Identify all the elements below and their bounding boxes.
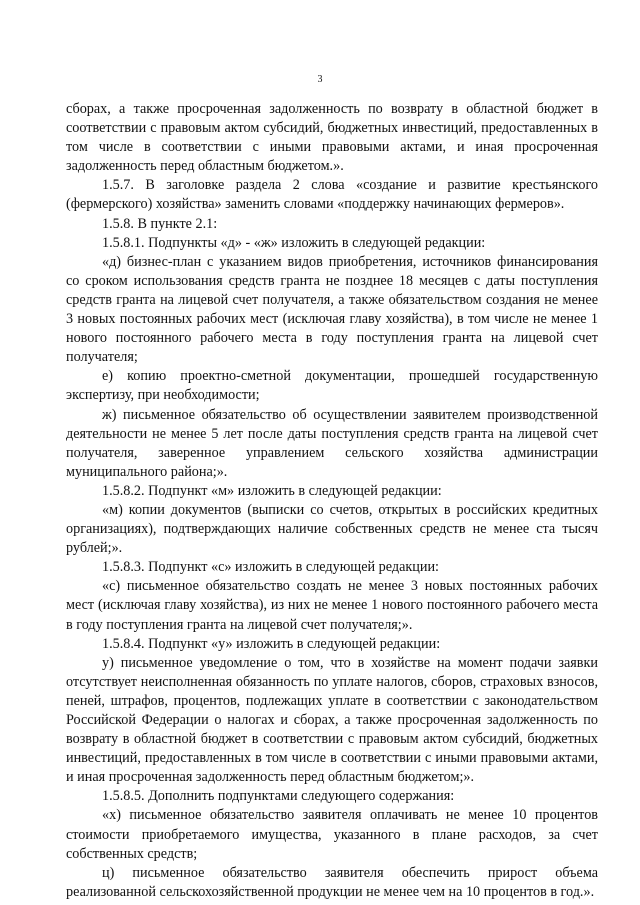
paragraph-1-5-8: 1.5.8. В пункте 2.1: [102,215,218,232]
document-body [66,100,598,902]
paragraph-continuation: сборах, а также просроченная задолженность по возврату в областной бюджет в соответствии с правовым актом субсидий, бюджетных инвестиций, предоставленных в том числе в соответствии с иными правовыми актами, и иная просроченная задолженность перед областным бюджетом.». [66,101,598,175]
paragraph-1-5-8-3: 1.5.8.3. Подпункт «с» изложить в следующей редакции: [102,559,439,576]
paragraph-1-5-7: 1.5.7. В заголовке раздела 2 слова «создание и развитие крестьянского (фермерского) хозяйства» заменить словами «поддержку начинающих фермеров». [66,177,598,213]
paragraph-1-5-8-2: 1.5.8.2. Подпункт «м» изложить в следующей редакции: [102,482,442,499]
paragraph-1-5-8-5: 1.5.8.5. Дополнить подпунктами следующего содержания: [102,788,455,805]
page-number: 3 [317,74,323,85]
document-page [66,70,598,902]
subparagraph-e: е) копию проектно-сметной документации, прошедшей государственную экспертизу, при необходимости; [66,368,598,404]
subparagraph-ts: ц) письменное обязательство заявителя обеспечить прирост объема реализованной сельскохозяйственной продукции не менее чем на 10 процентов в год.». [66,864,598,900]
subparagraph-kh: «х) письменное обязательство заявителя оплачивать не менее 10 процентов стоимости приобретаемого имущества, указанного в плане расходов, за счет собственных средств; [66,807,598,862]
paragraph-1-5-8-4: 1.5.8.4. Подпункт «у» изложить в следующей редакции: [102,635,441,652]
subparagraph-zh: ж) письменное обязательство об осуществлении заявителем производственной деятельности не менее 5 лет после даты поступления средств гранта на лицевой счет получателя, заверенное управлением сельского хозяйства администрации муниципального района;». [66,406,598,480]
subparagraph-s: «с) письменное обязательство создать не менее 3 новых постоянных рабочих мест (исключая главу хозяйства), из них не менее 1 нового постоянного рабочего места в году поступления гранта на лицевой счет получателя;». [66,578,598,633]
subparagraph-d: «д) бизнес-план с указанием видов приобретения, источников финансирования со сроком использования средств гранта не позднее 18 месяцев с даты поступления средств гранта на лицевой счет получателя, а также обязательством создания не менее 3 новых постоянных рабочих мест (исключая главу хозяйства), в том числе не менее 1 нового постоянного рабочего места в году поступления гранта на лицевой счет получателя; [66,253,598,366]
subparagraph-u: у) письменное уведомление о том, что в хозяйстве на момент подачи заявки отсутствует неисполненная обязанность по уплате налогов, сборов, страховых взносов, пеней, штрафов, процентов, подлежащих уплате в соответствии с законодательством Российской Федерации о налогах и сборах, а также просроченная задолженность по возврату в областной бюджет в соответствии с правовым актом субсидий, бюджетных инвестиций, предоставленных в том числе в соответствии с иными правовыми актами, и иная просроченная задолженность перед областным бюджетом;». [66,654,598,786]
paragraph-1-5-8-1: 1.5.8.1. Подпункты «д» - «ж» изложить в следующей редакции: [102,234,486,251]
subparagraph-m: «м) копии документов (выписки со счетов, открытых в российских кредитных организациях), подтверждающих наличие собственных средств не менее ста тысяч рублей;». [66,501,598,557]
